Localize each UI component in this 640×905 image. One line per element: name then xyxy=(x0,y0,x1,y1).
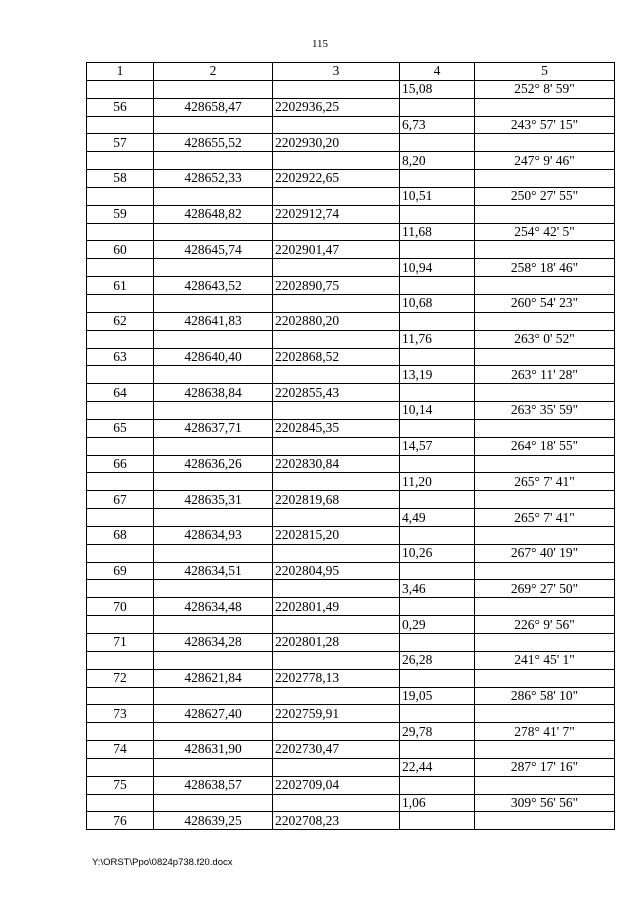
table-row xyxy=(87,723,615,741)
bearing-cell xyxy=(475,562,615,580)
bearing-cell: 278° 41' 7" xyxy=(475,723,615,741)
bearing-cell xyxy=(475,312,615,330)
table-row xyxy=(87,526,615,544)
distance-cell xyxy=(400,98,475,116)
y-coordinate-cell: 2202801,49 xyxy=(273,598,400,616)
distance-cell xyxy=(400,776,475,794)
distance-cell xyxy=(400,348,475,366)
x-coordinate-cell xyxy=(154,794,273,812)
distance-cell xyxy=(400,598,475,616)
bearing-cell: 226° 9' 56" xyxy=(475,616,615,634)
x-coordinate-cell xyxy=(154,437,273,455)
bearing-cell xyxy=(475,776,615,794)
table-row xyxy=(87,312,615,330)
y-coordinate-cell xyxy=(273,651,400,669)
distance-cell xyxy=(400,741,475,759)
bearing-cell xyxy=(475,705,615,723)
distance-cell xyxy=(400,455,475,473)
x-coordinate-cell xyxy=(154,723,273,741)
bearing-cell: 250° 27' 55" xyxy=(475,187,615,205)
point-number-cell xyxy=(87,330,154,348)
y-coordinate-cell xyxy=(273,758,400,776)
footer-file-path: Y:\ORST\Ppo\0824p738.f20.docx xyxy=(92,857,233,868)
distance-cell xyxy=(400,526,475,544)
bearing-cell xyxy=(475,348,615,366)
point-number-cell xyxy=(87,509,154,527)
x-coordinate-cell xyxy=(154,294,273,312)
y-coordinate-cell: 2202930,20 xyxy=(273,134,400,152)
bearing-cell: 263° 35' 59" xyxy=(475,402,615,420)
point-number-cell xyxy=(87,473,154,491)
point-number-cell xyxy=(87,152,154,170)
y-coordinate-cell: 2202912,74 xyxy=(273,205,400,223)
distance-cell xyxy=(400,170,475,188)
y-coordinate-cell xyxy=(273,152,400,170)
bearing-cell xyxy=(475,277,615,295)
point-number-cell: 72 xyxy=(87,669,154,687)
distance-cell: 10,26 xyxy=(400,544,475,562)
x-coordinate-cell: 428658,47 xyxy=(154,98,273,116)
y-coordinate-cell: 2202855,43 xyxy=(273,384,400,402)
x-coordinate-cell: 428634,51 xyxy=(154,562,273,580)
table-row xyxy=(87,455,615,473)
y-coordinate-cell xyxy=(273,294,400,312)
point-number-cell xyxy=(87,80,154,98)
point-number-cell xyxy=(87,437,154,455)
x-coordinate-cell xyxy=(154,758,273,776)
x-coordinate-cell: 428638,84 xyxy=(154,384,273,402)
point-number-cell: 76 xyxy=(87,812,154,830)
y-coordinate-cell xyxy=(273,330,400,348)
table-row xyxy=(87,170,615,188)
point-number-cell: 61 xyxy=(87,277,154,295)
header-distance: 4 xyxy=(400,63,475,81)
bearing-cell xyxy=(475,455,615,473)
table-row xyxy=(87,758,615,776)
point-number-cell xyxy=(87,794,154,812)
bearing-cell: 247° 9' 46" xyxy=(475,152,615,170)
y-coordinate-cell xyxy=(273,366,400,384)
point-number-cell: 71 xyxy=(87,634,154,652)
y-coordinate-cell: 2202922,65 xyxy=(273,170,400,188)
bearing-cell: 267° 40' 19" xyxy=(475,544,615,562)
header-bearing: 5 xyxy=(475,63,615,81)
bearing-cell: 263° 0' 52" xyxy=(475,330,615,348)
x-coordinate-cell: 428635,31 xyxy=(154,491,273,509)
x-coordinate-cell xyxy=(154,187,273,205)
x-coordinate-cell: 428652,33 xyxy=(154,170,273,188)
distance-cell: 6,73 xyxy=(400,116,475,134)
x-coordinate-cell xyxy=(154,580,273,598)
table-row xyxy=(87,134,615,152)
table-row xyxy=(87,491,615,509)
point-number-cell: 62 xyxy=(87,312,154,330)
x-coordinate-cell: 428627,40 xyxy=(154,705,273,723)
point-number-cell: 70 xyxy=(87,598,154,616)
y-coordinate-cell: 2202936,25 xyxy=(273,98,400,116)
page-number: 115 xyxy=(311,38,329,50)
point-number-cell: 69 xyxy=(87,562,154,580)
point-number-cell xyxy=(87,651,154,669)
point-number-cell xyxy=(87,223,154,241)
distance-cell xyxy=(400,812,475,830)
point-number-cell xyxy=(87,580,154,598)
bearing-cell xyxy=(475,98,615,116)
x-coordinate-cell: 428655,52 xyxy=(154,134,273,152)
point-number-cell xyxy=(87,544,154,562)
distance-cell: 11,20 xyxy=(400,473,475,491)
point-number-cell xyxy=(87,758,154,776)
point-number-cell: 63 xyxy=(87,348,154,366)
point-number-cell: 65 xyxy=(87,419,154,437)
x-coordinate-cell xyxy=(154,473,273,491)
y-coordinate-cell: 2202901,47 xyxy=(273,241,400,259)
x-coordinate-cell xyxy=(154,509,273,527)
point-number-cell xyxy=(87,616,154,634)
table-row xyxy=(87,634,615,652)
distance-cell xyxy=(400,669,475,687)
bearing-cell xyxy=(475,598,615,616)
table-row xyxy=(87,651,615,669)
table-row xyxy=(87,384,615,402)
distance-cell: 10,68 xyxy=(400,294,475,312)
bearing-cell: 241° 45' 1" xyxy=(475,651,615,669)
y-coordinate-cell xyxy=(273,437,400,455)
point-number-cell: 68 xyxy=(87,526,154,544)
distance-cell xyxy=(400,312,475,330)
point-number-cell: 56 xyxy=(87,98,154,116)
distance-cell xyxy=(400,277,475,295)
x-coordinate-cell xyxy=(154,152,273,170)
bearing-cell xyxy=(475,669,615,687)
table-row xyxy=(87,794,615,812)
distance-cell: 3,46 xyxy=(400,580,475,598)
x-coordinate-cell xyxy=(154,223,273,241)
y-coordinate-cell: 2202801,28 xyxy=(273,634,400,652)
y-coordinate-cell: 2202759,91 xyxy=(273,705,400,723)
point-number-cell xyxy=(87,723,154,741)
bearing-cell: 265° 7' 41" xyxy=(475,509,615,527)
bearing-cell: 260° 54' 23" xyxy=(475,294,615,312)
distance-cell: 8,20 xyxy=(400,152,475,170)
y-coordinate-cell xyxy=(273,223,400,241)
y-coordinate-cell: 2202890,75 xyxy=(273,277,400,295)
table-row xyxy=(87,116,615,134)
bearing-cell: 252° 8' 59" xyxy=(475,80,615,98)
distance-cell xyxy=(400,384,475,402)
point-number-cell: 67 xyxy=(87,491,154,509)
point-number-cell: 75 xyxy=(87,776,154,794)
table-body xyxy=(87,80,615,829)
table-row xyxy=(87,205,615,223)
header-x-coordinate: 2 xyxy=(154,63,273,81)
y-coordinate-cell: 2202880,20 xyxy=(273,312,400,330)
x-coordinate-cell xyxy=(154,651,273,669)
table-row xyxy=(87,544,615,562)
table-row xyxy=(87,473,615,491)
x-coordinate-cell: 428637,71 xyxy=(154,419,273,437)
distance-cell: 10,51 xyxy=(400,187,475,205)
bearing-cell xyxy=(475,241,615,259)
y-coordinate-cell: 2202730,47 xyxy=(273,741,400,759)
x-coordinate-cell: 428621,84 xyxy=(154,669,273,687)
x-coordinate-cell: 428641,83 xyxy=(154,312,273,330)
y-coordinate-cell xyxy=(273,509,400,527)
table-row xyxy=(87,509,615,527)
y-coordinate-cell xyxy=(273,259,400,277)
table-row xyxy=(87,402,615,420)
table-row xyxy=(87,187,615,205)
distance-cell: 1,06 xyxy=(400,794,475,812)
bearing-cell xyxy=(475,741,615,759)
y-coordinate-cell xyxy=(273,794,400,812)
distance-cell: 10,14 xyxy=(400,402,475,420)
x-coordinate-cell xyxy=(154,366,273,384)
point-number-cell xyxy=(87,259,154,277)
bearing-cell: 269° 27' 50" xyxy=(475,580,615,598)
point-number-cell xyxy=(87,687,154,705)
distance-cell: 11,76 xyxy=(400,330,475,348)
distance-cell xyxy=(400,241,475,259)
bearing-cell: 263° 11' 28" xyxy=(475,366,615,384)
table-row xyxy=(87,330,615,348)
table-row xyxy=(87,294,615,312)
bearing-cell xyxy=(475,812,615,830)
y-coordinate-cell xyxy=(273,544,400,562)
table-row xyxy=(87,419,615,437)
bearing-cell: 287° 17' 16" xyxy=(475,758,615,776)
table-row xyxy=(87,277,615,295)
table-row xyxy=(87,223,615,241)
point-number-cell: 60 xyxy=(87,241,154,259)
distance-cell: 11,68 xyxy=(400,223,475,241)
bearing-cell: 309° 56' 56" xyxy=(475,794,615,812)
point-number-cell: 64 xyxy=(87,384,154,402)
bearing-cell: 243° 57' 15" xyxy=(475,116,615,134)
bearing-cell: 264° 18' 55" xyxy=(475,437,615,455)
table-row xyxy=(87,687,615,705)
bearing-cell xyxy=(475,634,615,652)
table-header-row xyxy=(87,63,615,81)
point-number-cell xyxy=(87,402,154,420)
y-coordinate-cell: 2202868,52 xyxy=(273,348,400,366)
x-coordinate-cell xyxy=(154,116,273,134)
point-number-cell: 59 xyxy=(87,205,154,223)
y-coordinate-cell: 2202708,23 xyxy=(273,812,400,830)
x-coordinate-cell: 428634,28 xyxy=(154,634,273,652)
distance-cell: 10,94 xyxy=(400,259,475,277)
bearing-cell: 286° 58' 10" xyxy=(475,687,615,705)
x-coordinate-cell: 428648,82 xyxy=(154,205,273,223)
y-coordinate-cell xyxy=(273,402,400,420)
x-coordinate-cell: 428634,93 xyxy=(154,526,273,544)
distance-cell: 29,78 xyxy=(400,723,475,741)
point-number-cell xyxy=(87,294,154,312)
table-row xyxy=(87,705,615,723)
y-coordinate-cell xyxy=(273,473,400,491)
y-coordinate-cell xyxy=(273,116,400,134)
bearing-cell: 265° 7' 41" xyxy=(475,473,615,491)
distance-cell: 19,05 xyxy=(400,687,475,705)
table-row xyxy=(87,241,615,259)
distance-cell: 15,08 xyxy=(400,80,475,98)
x-coordinate-cell: 428640,40 xyxy=(154,348,273,366)
table-row xyxy=(87,366,615,384)
y-coordinate-cell: 2202778,13 xyxy=(273,669,400,687)
bearing-cell xyxy=(475,526,615,544)
distance-cell xyxy=(400,562,475,580)
x-coordinate-cell xyxy=(154,330,273,348)
bearing-cell xyxy=(475,491,615,509)
distance-cell: 22,44 xyxy=(400,758,475,776)
distance-cell: 13,19 xyxy=(400,366,475,384)
table-row xyxy=(87,98,615,116)
x-coordinate-cell: 428634,48 xyxy=(154,598,273,616)
point-number-cell xyxy=(87,116,154,134)
x-coordinate-cell xyxy=(154,616,273,634)
distance-cell: 26,28 xyxy=(400,651,475,669)
table-row xyxy=(87,616,615,634)
distance-cell xyxy=(400,419,475,437)
point-number-cell: 74 xyxy=(87,741,154,759)
point-number-cell: 57 xyxy=(87,134,154,152)
table-row xyxy=(87,812,615,830)
point-number-cell xyxy=(87,187,154,205)
header-point-number: 1 xyxy=(87,63,154,81)
table-row xyxy=(87,598,615,616)
point-number-cell: 58 xyxy=(87,170,154,188)
bearing-cell xyxy=(475,134,615,152)
x-coordinate-cell: 428645,74 xyxy=(154,241,273,259)
bearing-cell xyxy=(475,205,615,223)
point-number-cell: 73 xyxy=(87,705,154,723)
table-row xyxy=(87,259,615,277)
x-coordinate-cell xyxy=(154,402,273,420)
y-coordinate-cell xyxy=(273,80,400,98)
x-coordinate-cell xyxy=(154,544,273,562)
y-coordinate-cell: 2202804,95 xyxy=(273,562,400,580)
bearing-cell: 258° 18' 46" xyxy=(475,259,615,277)
distance-cell xyxy=(400,634,475,652)
x-coordinate-cell xyxy=(154,259,273,277)
x-coordinate-cell xyxy=(154,687,273,705)
point-number-cell xyxy=(87,366,154,384)
x-coordinate-cell: 428636,26 xyxy=(154,455,273,473)
y-coordinate-cell xyxy=(273,723,400,741)
y-coordinate-cell xyxy=(273,580,400,598)
table-row xyxy=(87,562,615,580)
table-row xyxy=(87,741,615,759)
distance-cell: 4,49 xyxy=(400,509,475,527)
distance-cell xyxy=(400,134,475,152)
table-row xyxy=(87,80,615,98)
table-row xyxy=(87,348,615,366)
y-coordinate-cell: 2202845,35 xyxy=(273,419,400,437)
x-coordinate-cell: 428638,57 xyxy=(154,776,273,794)
distance-cell xyxy=(400,491,475,509)
y-coordinate-cell: 2202709,04 xyxy=(273,776,400,794)
y-coordinate-cell xyxy=(273,187,400,205)
header-y-coordinate: 3 xyxy=(273,63,400,81)
x-coordinate-cell: 428639,25 xyxy=(154,812,273,830)
y-coordinate-cell xyxy=(273,616,400,634)
distance-cell xyxy=(400,205,475,223)
table-row xyxy=(87,580,615,598)
distance-cell: 14,57 xyxy=(400,437,475,455)
bearing-cell xyxy=(475,384,615,402)
distance-cell xyxy=(400,705,475,723)
y-coordinate-cell: 2202830,84 xyxy=(273,455,400,473)
x-coordinate-cell: 428631,90 xyxy=(154,741,273,759)
table-row xyxy=(87,776,615,794)
x-coordinate-cell xyxy=(154,80,273,98)
table-row xyxy=(87,152,615,170)
distance-cell: 0,29 xyxy=(400,616,475,634)
table-row xyxy=(87,669,615,687)
y-coordinate-cell: 2202819,68 xyxy=(273,491,400,509)
x-coordinate-cell: 428643,52 xyxy=(154,277,273,295)
table-row xyxy=(87,437,615,455)
bearing-cell: 254° 42' 5" xyxy=(475,223,615,241)
y-coordinate-cell xyxy=(273,687,400,705)
point-number-cell: 66 xyxy=(87,455,154,473)
y-coordinate-cell: 2202815,20 xyxy=(273,526,400,544)
bearing-cell xyxy=(475,419,615,437)
coordinates-table xyxy=(86,62,615,830)
bearing-cell xyxy=(475,170,615,188)
